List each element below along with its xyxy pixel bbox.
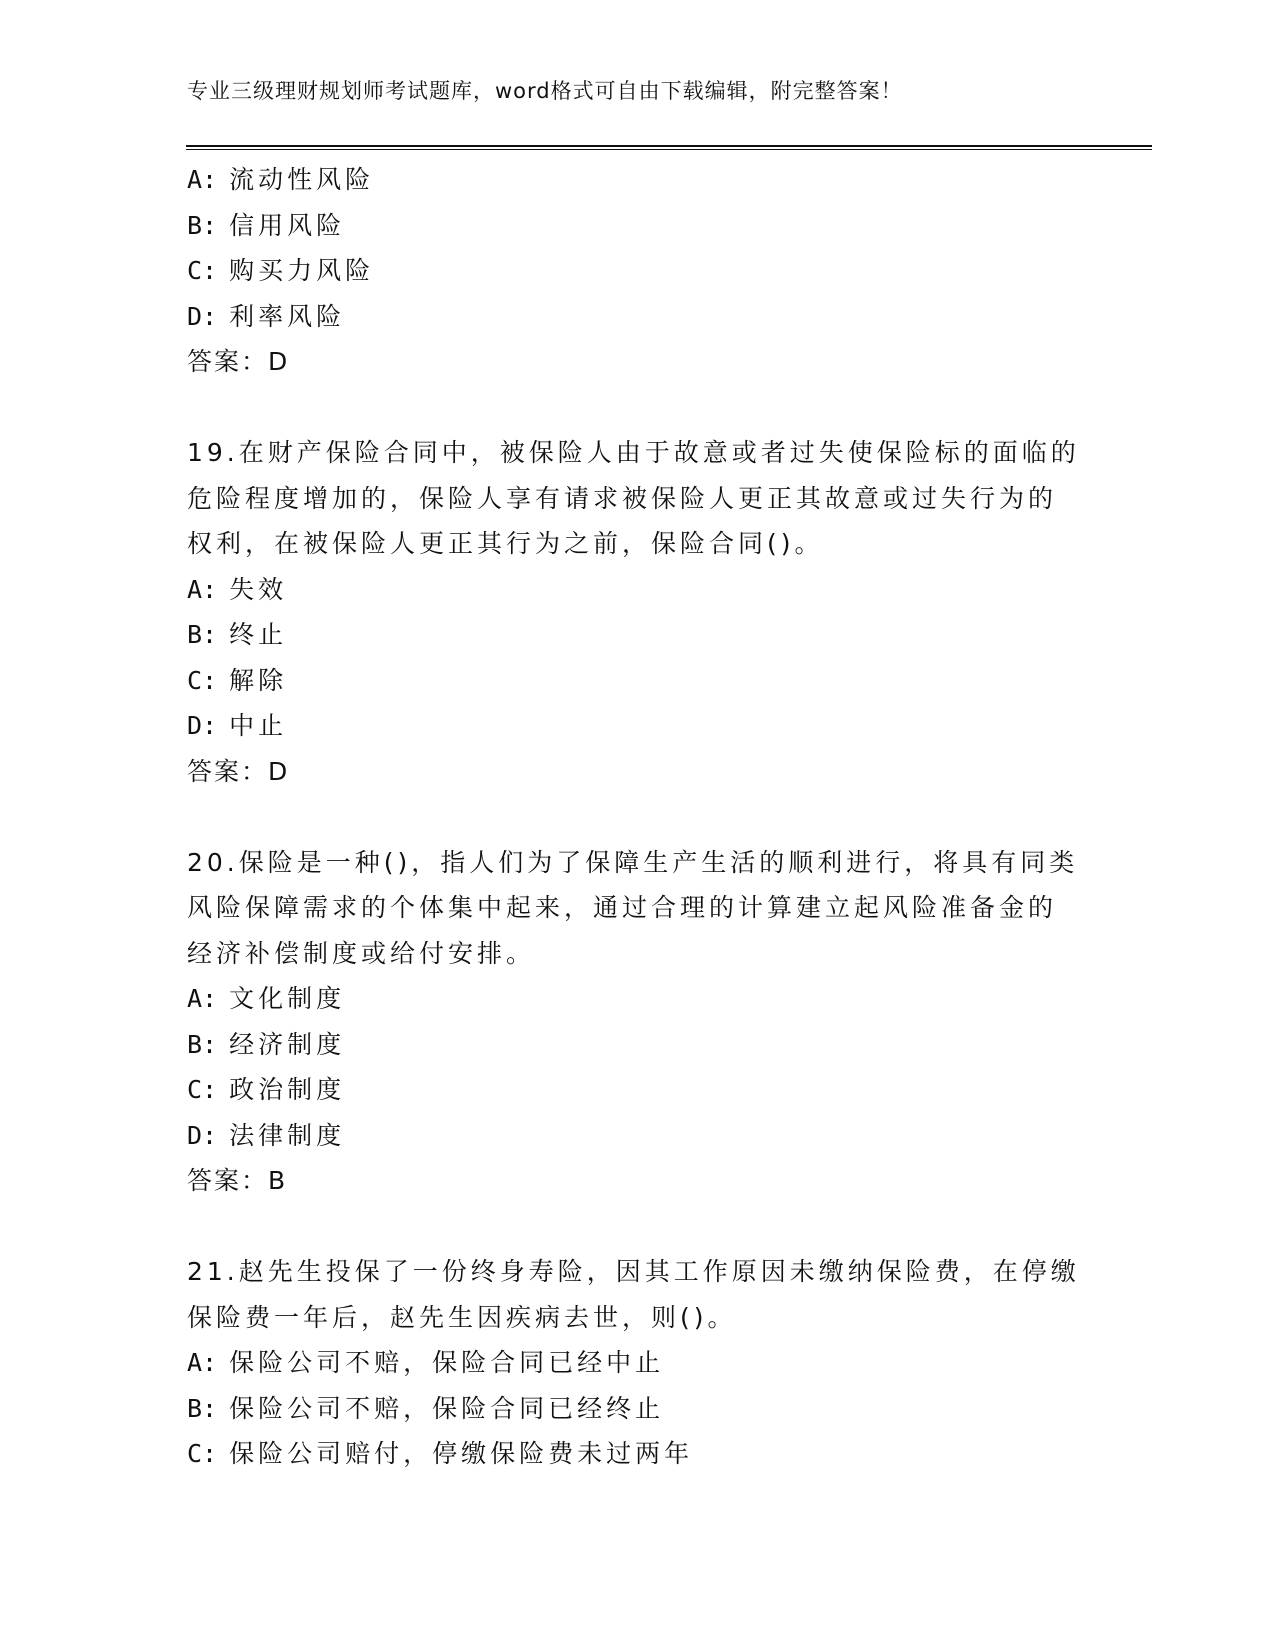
option-text: 利率风险 [229, 301, 346, 331]
option-text: 政治制度 [229, 1075, 346, 1104]
option-a [187, 157, 1087, 203]
page-header-title: 专业三级理财规划师考试题库，word格式可自由下载编辑，附完整答案！ [187, 79, 903, 103]
question-18-tail [187, 157, 1087, 385]
option-b [187, 612, 1087, 658]
question-19 [187, 430, 1087, 794]
option-c [187, 248, 1087, 294]
option-text: 保险公司赔付，停缴保险费未过两年 [229, 1439, 694, 1468]
option-text: 法律制度 [229, 1120, 346, 1150]
option-letter: C: [187, 1075, 218, 1104]
option-d [187, 294, 1087, 340]
option-a [187, 567, 1087, 613]
option-text: 经济制度 [229, 1029, 346, 1059]
answer-line: 答案：D [187, 756, 290, 786]
question-21 [187, 1249, 1087, 1477]
spacer [187, 794, 1087, 840]
option-a [187, 1340, 1087, 1386]
question-text-line: 权利，在被保险人更正其行为之前，保险合同()。 [187, 529, 824, 558]
question-text-line: 21.赵先生投保了一份终身寿险，因其工作原因未缴纳保险费，在停缴 [187, 1257, 1080, 1286]
option-a [187, 976, 1087, 1022]
option-text: 保险公司不赔，保险合同已经中止 [229, 1348, 665, 1377]
question-text-line: 20.保险是一种()，指人们为了保障生产生活的顺利进行，将具有同类 [187, 847, 1079, 877]
option-c [187, 1067, 1087, 1113]
option-letter: B: [187, 1029, 218, 1059]
option-letter: C: [187, 1439, 218, 1468]
option-text: 终止 [229, 620, 288, 649]
option-letter: D: [187, 301, 218, 331]
spacer [187, 385, 1087, 431]
question-text-line: 危险程度增加的，保险人享有请求被保险人更正其故意或过失行为的 [187, 483, 1058, 513]
option-text: 流动性风险 [229, 165, 375, 194]
option-text: 失效 [229, 574, 288, 604]
option-b [187, 203, 1087, 249]
option-text: 购买力风险 [229, 256, 375, 285]
question-text-line: 保险费一年后，赵先生因疾病去世，则()。 [187, 1302, 737, 1332]
question-text-line: 19.在财产保险合同中，被保险人由于故意或者过失使保险标的面临的 [187, 438, 1080, 467]
header-divider [186, 145, 1152, 150]
option-letter: A: [187, 984, 218, 1013]
option-d [187, 1113, 1087, 1159]
option-b [187, 1386, 1087, 1432]
question-text-line: 经济补偿制度或给付安排。 [187, 938, 536, 968]
option-text: 中止 [229, 711, 288, 740]
answer-line: 答案：B [187, 1166, 288, 1195]
document-body [187, 157, 1087, 1477]
option-letter: D: [187, 711, 218, 740]
option-c [187, 658, 1087, 704]
option-letter: A: [187, 1348, 218, 1377]
option-letter: A: [187, 574, 218, 604]
option-text: 信用风险 [229, 210, 346, 240]
option-letter: A: [187, 165, 218, 194]
option-text: 解除 [229, 665, 288, 695]
option-letter: C: [187, 256, 218, 285]
spacer [187, 1204, 1087, 1250]
option-letter: D: [187, 1120, 218, 1150]
option-c [187, 1431, 1087, 1477]
option-b [187, 1022, 1087, 1068]
option-letter: B: [187, 210, 218, 240]
option-letter: B: [187, 1393, 218, 1423]
option-d [187, 703, 1087, 749]
option-text: 文化制度 [229, 984, 346, 1013]
option-letter: B: [187, 620, 218, 649]
question-text-line: 风险保障需求的个体集中起来，通过合理的计算建立起风险准备金的 [187, 893, 1058, 922]
option-text: 保险公司不赔，保险合同已经终止 [229, 1393, 665, 1423]
answer-line: 答案：D [187, 347, 290, 376]
option-letter: C: [187, 665, 218, 695]
question-20 [187, 840, 1087, 1204]
